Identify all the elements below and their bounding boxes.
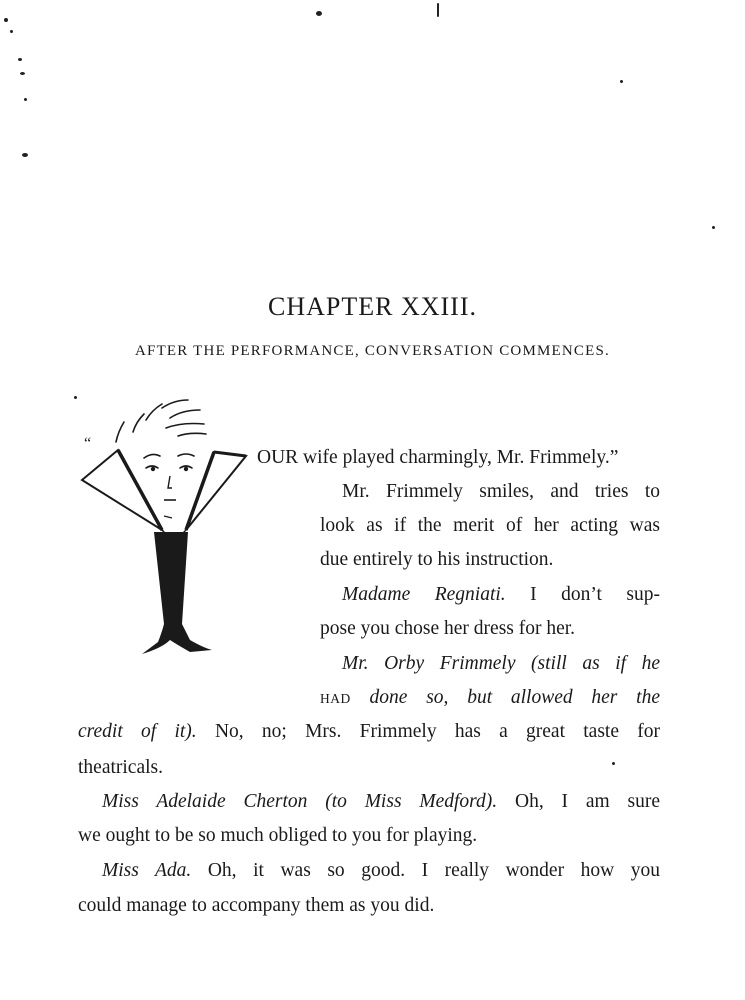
scan-speck — [24, 98, 27, 101]
chapter-subtitle: AFTER THE PERFORMANCE, CONVERSATION COMMENCES. — [135, 343, 610, 359]
scan-speck — [712, 226, 715, 229]
dialogue-text: No, no; Mrs. Frimmely has a great taste for — [196, 721, 660, 742]
text-line-1: OUR wife played charmingly, Mr. Frimmely.” — [257, 447, 619, 468]
scan-speck — [612, 762, 615, 765]
dropcap-y-figure-icon — [78, 392, 253, 662]
text-line-6: pose you chose her dress for her. — [320, 618, 576, 639]
text-line-3: look as if the merit of her acting was — [320, 515, 660, 536]
small-caps-word: HAD — [320, 691, 351, 706]
speaker-name: Madame Regniati. — [342, 584, 506, 605]
scan-speck — [4, 18, 8, 22]
scan-speck — [20, 72, 25, 75]
text-line-8 — [320, 688, 660, 708]
text-line-2: Mr. Frimmely smiles, and tries to — [342, 481, 660, 502]
speaker-name: Mr. Orby Frimmely (still as if he — [342, 653, 660, 674]
scan-speck — [10, 30, 13, 33]
text-line-10: theatricals. — [78, 757, 163, 778]
text-line-13 — [102, 861, 660, 881]
chapter-title: CHAPTER XXIII. — [268, 292, 477, 321]
opening-quote: “ — [84, 435, 92, 452]
scan-speck — [316, 11, 322, 16]
text-line-7 — [342, 654, 660, 674]
dialogue-text: Oh, it was so good. I really wonder how you — [191, 860, 660, 881]
text-line-12: we ought to be so much obliged to you for playing. — [78, 825, 478, 846]
text-line-11 — [102, 792, 660, 812]
speaker-name: Miss Ada. — [102, 860, 192, 881]
scan-speck — [18, 58, 22, 61]
text-line-9 — [78, 722, 660, 742]
scan-speck — [22, 153, 28, 157]
scan-speck — [74, 396, 77, 399]
stage-direction: credit of it). — [78, 721, 197, 742]
text-line-5 — [342, 585, 660, 605]
scan-speck — [437, 3, 439, 17]
text-line-4: due entirely to his instruction. — [320, 549, 554, 570]
scan-speck — [620, 80, 623, 83]
speaker-name: Miss Adelaide Cherton (to Miss Medford). — [102, 791, 498, 812]
dialogue-text: Oh, I am sure — [497, 791, 661, 812]
stage-direction: done so, but allowed her the — [350, 687, 660, 708]
dialogue-text: I don’t sup- — [505, 584, 660, 605]
text-line-14: could manage to accompany them as you did. — [78, 895, 435, 916]
